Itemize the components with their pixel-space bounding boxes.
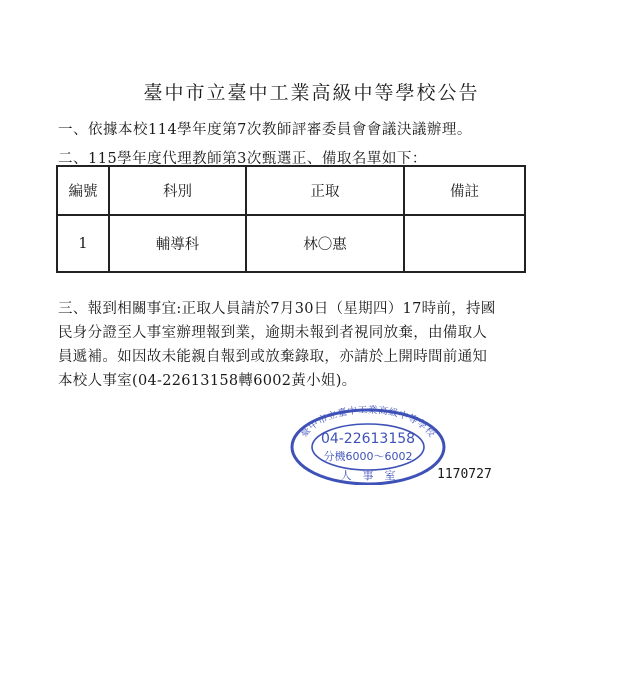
seal-extension: 分機6000～6002: [323, 450, 413, 463]
roster-table: [56, 165, 526, 273]
personnel-office-seal: [288, 403, 448, 485]
notice-item-3-line: 本校人事室(04-22613158轉6002黃小姐)。: [58, 373, 357, 389]
seal-phone: 04-22613158: [320, 431, 416, 447]
table-row: [57, 215, 525, 272]
cell-subject: 輔導科: [109, 215, 246, 272]
seal-ring-text: 臺中市立臺中工業高級中等學校: [298, 404, 438, 440]
cell-admitted: 林〇惠: [246, 215, 404, 272]
cell-note: [404, 215, 525, 272]
notice-item-3-line: 民身分證至人事室辦理報到業，逾期未報到者視同放棄，由備取人: [58, 325, 488, 341]
header-subject: 科別: [109, 166, 246, 215]
notice-item-1: 一、依據本校114學年度第7次教師評審委員會會議決議辦理。: [58, 122, 472, 138]
document-number: 1170727: [437, 467, 492, 482]
notice-item-2: 二、115學年度代理教師第3次甄選正、備取名單如下：: [58, 151, 427, 167]
notice-item-3: [58, 297, 538, 393]
header-note: 備註: [404, 166, 525, 215]
header-admitted: 正取: [246, 166, 404, 215]
notice-item-3-line: 三、報到相關事宜:正取人員請於7月30日（星期四）17時前，持國: [58, 301, 496, 317]
notice-title: 臺中市立臺中工業高級中等學校公告: [143, 82, 480, 104]
notice-item-3-line: 員遞補。如因故未能親自報到或放棄錄取，亦請於上開時間前通知: [58, 349, 488, 365]
seal-department: 人 事 室: [340, 469, 396, 482]
cell-number: 1: [57, 215, 109, 272]
header-number: 編號: [57, 166, 109, 215]
table-header-row: [57, 166, 525, 215]
